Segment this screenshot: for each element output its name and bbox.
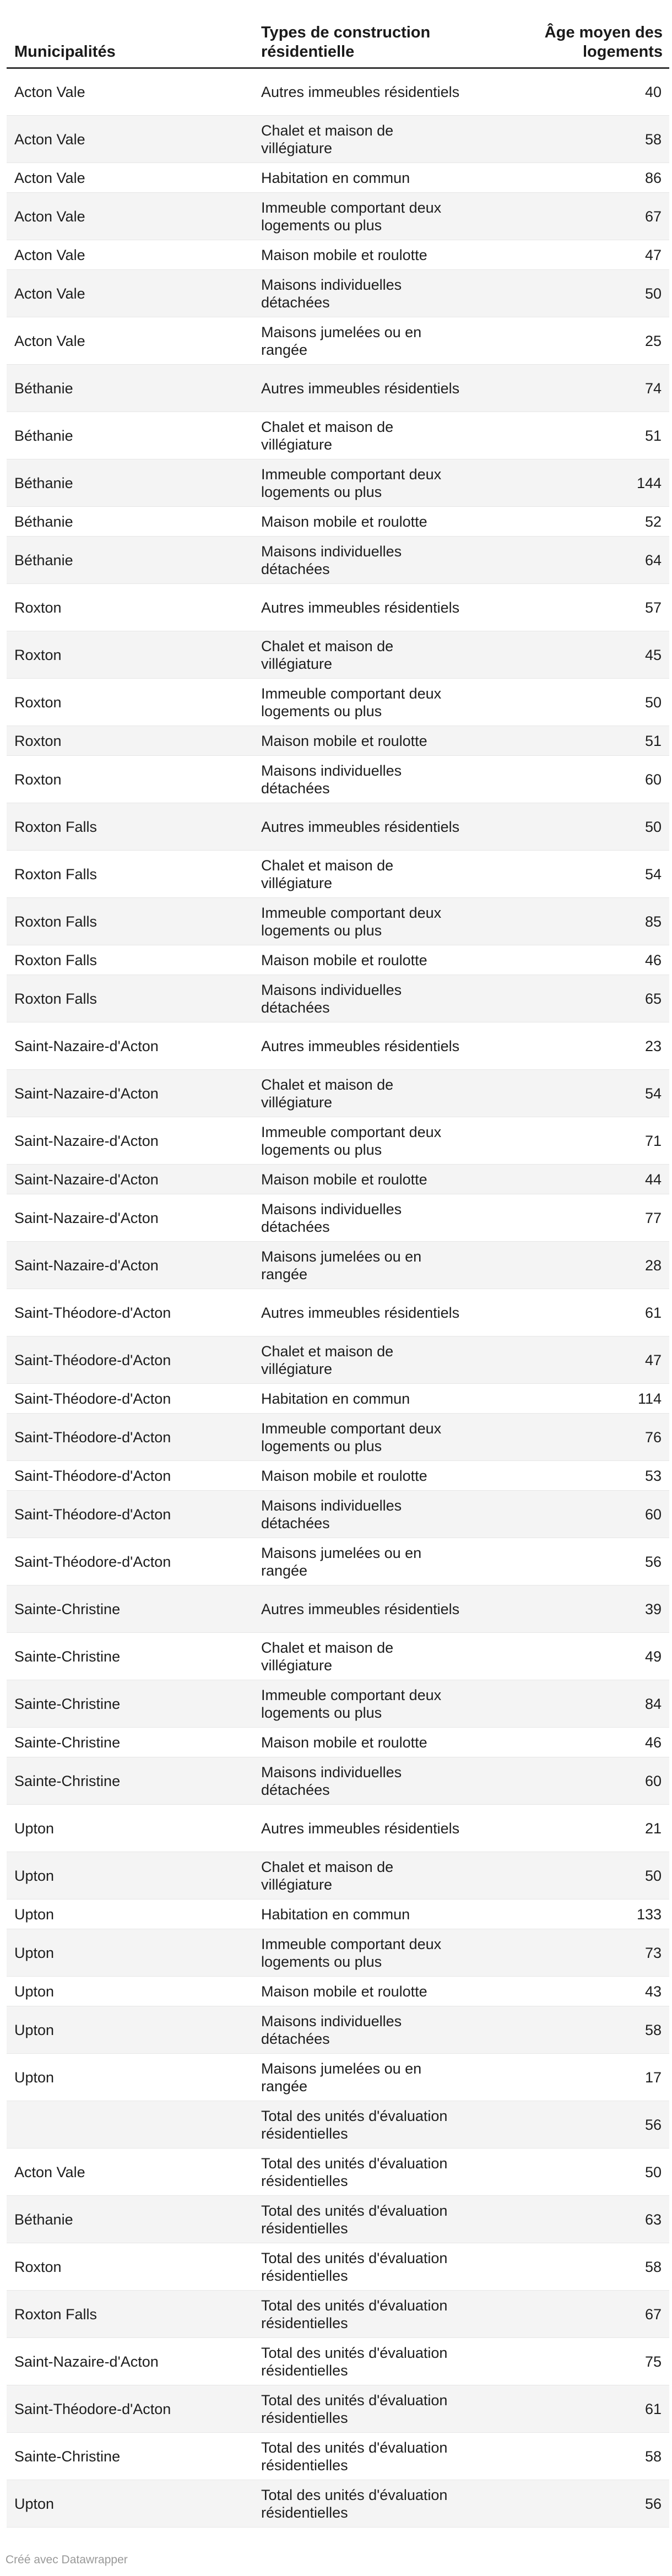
average-age-cell: 74 [490, 365, 669, 412]
average-age-cell: 61 [490, 1289, 669, 1336]
table-row [7, 116, 669, 163]
column-header-age[interactable]: Âge moyen des logements [490, 17, 669, 68]
table-row [7, 679, 669, 726]
table-row [7, 1757, 669, 1805]
municipality-cell: Saint-Théodore-d'Acton [7, 1289, 253, 1336]
municipality-cell: Acton Vale [7, 68, 253, 116]
table-row [7, 1414, 669, 1461]
table-row [7, 2385, 669, 2433]
average-age-cell: 46 [490, 945, 669, 975]
table-header [7, 17, 669, 68]
column-header-type[interactable]: Types de construction résidentielle [253, 17, 490, 68]
municipality-cell: Roxton [7, 631, 253, 679]
average-age-cell: 23 [490, 1022, 669, 1070]
table-row [7, 2480, 669, 2528]
table-row [7, 68, 669, 116]
table-row [7, 270, 669, 317]
construction-type-cell: Autres immeubles résidentiels [253, 803, 490, 851]
municipality-cell: Roxton [7, 756, 253, 803]
municipality-cell: Saint-Nazaire-d'Acton [7, 1117, 253, 1165]
table-row [7, 412, 669, 459]
construction-type-cell: Habitation en commun [253, 1899, 490, 1929]
table-row [7, 537, 669, 584]
table-row [7, 1680, 669, 1728]
average-age-cell: 85 [490, 898, 669, 945]
average-age-cell: 67 [490, 193, 669, 240]
table-row [7, 1070, 669, 1117]
average-age-cell: 50 [490, 270, 669, 317]
table-row [7, 365, 669, 412]
average-age-cell: 133 [490, 1899, 669, 1929]
construction-type-cell: Total des unités d'évaluation résidentielles [253, 2101, 490, 2149]
table-row [7, 975, 669, 1022]
municipality-cell: Saint-Nazaire-d'Acton [7, 1165, 253, 1194]
municipality-cell: Roxton [7, 584, 253, 631]
average-age-cell: 21 [490, 1805, 669, 1852]
municipality-cell: Roxton Falls [7, 803, 253, 851]
footer-credit: Créé avec Datawrapper [6, 2553, 128, 2566]
average-age-cell: 64 [490, 537, 669, 584]
municipality-cell: Saint-Théodore-d'Acton [7, 1538, 253, 1585]
average-age-cell: 25 [490, 317, 669, 365]
table-row [7, 163, 669, 193]
construction-type-cell: Maison mobile et roulotte [253, 1165, 490, 1194]
average-age-cell: 114 [490, 1384, 669, 1414]
construction-type-cell: Autres immeubles résidentiels [253, 584, 490, 631]
municipality-cell: Upton [7, 1852, 253, 1899]
municipality-cell: Roxton [7, 726, 253, 756]
table-row [7, 1929, 669, 1977]
average-age-cell: 50 [490, 2149, 669, 2196]
average-age-cell: 63 [490, 2196, 669, 2243]
table-row [7, 2101, 669, 2149]
average-age-cell: 77 [490, 1194, 669, 1242]
average-age-cell: 76 [490, 1414, 669, 1461]
table-row [7, 193, 669, 240]
municipality-cell: Saint-Théodore-d'Acton [7, 1461, 253, 1491]
table-row [7, 1194, 669, 1242]
construction-type-cell: Habitation en commun [253, 1384, 490, 1414]
municipality-cell: Acton Vale [7, 240, 253, 270]
table-row [7, 1384, 669, 1414]
average-age-cell: 43 [490, 1977, 669, 2006]
construction-type-cell: Autres immeubles résidentiels [253, 1289, 490, 1336]
table-row [7, 945, 669, 975]
construction-type-cell: Maisons jumelées ou en rangée [253, 1242, 490, 1289]
municipality-cell: Acton Vale [7, 317, 253, 365]
municipality-cell: Roxton Falls [7, 945, 253, 975]
construction-type-cell: Maisons individuelles détachées [253, 1491, 490, 1538]
municipality-cell: Upton [7, 1805, 253, 1852]
construction-type-cell: Maison mobile et roulotte [253, 507, 490, 537]
municipality-cell: Upton [7, 1899, 253, 1929]
municipality-cell: Roxton Falls [7, 851, 253, 898]
table-row [7, 1538, 669, 1585]
construction-type-cell: Total des unités d'évaluation résidentielles [253, 2196, 490, 2243]
construction-type-cell: Maisons individuelles détachées [253, 270, 490, 317]
municipality-cell: Upton [7, 2480, 253, 2528]
table-row [7, 631, 669, 679]
average-age-cell: 50 [490, 1852, 669, 1899]
municipality-cell: Sainte-Christine [7, 2433, 253, 2480]
municipality-cell: Béthanie [7, 459, 253, 507]
average-age-cell: 51 [490, 726, 669, 756]
construction-type-cell: Autres immeubles résidentiels [253, 365, 490, 412]
construction-type-cell: Maison mobile et roulotte [253, 726, 490, 756]
construction-type-cell: Habitation en commun [253, 163, 490, 193]
construction-type-cell: Autres immeubles résidentiels [253, 68, 490, 116]
construction-type-cell: Immeuble comportant deux logements ou plus [253, 1117, 490, 1165]
average-age-cell: 39 [490, 1585, 669, 1633]
average-age-cell: 58 [490, 2433, 669, 2480]
table-row [7, 2006, 669, 2054]
table-row [7, 803, 669, 851]
municipality-cell: Upton [7, 2054, 253, 2101]
average-age-cell: 50 [490, 679, 669, 726]
table-row [7, 1728, 669, 1757]
construction-type-cell: Maisons individuelles détachées [253, 537, 490, 584]
average-age-cell: 71 [490, 1117, 669, 1165]
construction-type-cell: Maison mobile et roulotte [253, 1728, 490, 1757]
municipality-cell: Sainte-Christine [7, 1680, 253, 1728]
table-row [7, 1165, 669, 1194]
construction-type-cell: Maisons jumelées ou en rangée [253, 317, 490, 365]
municipality-cell: Roxton Falls [7, 975, 253, 1022]
construction-type-cell: Maison mobile et roulotte [253, 945, 490, 975]
construction-type-cell: Chalet et maison de villégiature [253, 631, 490, 679]
table-row [7, 240, 669, 270]
average-age-cell: 84 [490, 1680, 669, 1728]
municipality-cell: Acton Vale [7, 2149, 253, 2196]
average-age-cell: 46 [490, 1728, 669, 1757]
municipality-cell: Saint-Nazaire-d'Acton [7, 1194, 253, 1242]
construction-type-cell: Total des unités d'évaluation résidentielles [253, 2385, 490, 2433]
construction-type-cell: Maisons jumelées ou en rangée [253, 2054, 490, 2101]
table-row [7, 1336, 669, 1384]
average-age-cell: 56 [490, 2480, 669, 2528]
average-age-cell: 75 [490, 2338, 669, 2385]
construction-type-cell: Total des unités d'évaluation résidentielles [253, 2433, 490, 2480]
table-row [7, 1491, 669, 1538]
construction-type-cell: Total des unités d'évaluation résidentielles [253, 2291, 490, 2338]
construction-type-cell: Immeuble comportant deux logements ou plus [253, 1680, 490, 1728]
construction-type-cell: Chalet et maison de villégiature [253, 1336, 490, 1384]
average-age-cell: 73 [490, 1929, 669, 1977]
construction-type-cell: Total des unités d'évaluation résidentielles [253, 2338, 490, 2385]
municipality-cell: Roxton Falls [7, 2291, 253, 2338]
table-row [7, 584, 669, 631]
average-age-cell: 60 [490, 1757, 669, 1805]
municipality-cell: Upton [7, 1929, 253, 1977]
average-age-cell: 86 [490, 163, 669, 193]
table-row [7, 1117, 669, 1165]
table-row [7, 1289, 669, 1336]
construction-type-cell: Maisons individuelles détachées [253, 1757, 490, 1805]
average-age-cell: 65 [490, 975, 669, 1022]
table-row [7, 1899, 669, 1929]
average-age-cell: 44 [490, 1165, 669, 1194]
table-row [7, 1977, 669, 2006]
municipality-cell [7, 2101, 253, 2149]
table-row [7, 1242, 669, 1289]
table-row [7, 1805, 669, 1852]
average-age-cell: 17 [490, 2054, 669, 2101]
municipality-cell: Béthanie [7, 507, 253, 537]
table-row [7, 2196, 669, 2243]
average-age-cell: 49 [490, 1633, 669, 1680]
construction-type-cell: Immeuble comportant deux logements ou plus [253, 1929, 490, 1977]
construction-type-cell: Chalet et maison de villégiature [253, 1633, 490, 1680]
municipality-cell: Acton Vale [7, 193, 253, 240]
municipality-cell: Béthanie [7, 412, 253, 459]
table-row [7, 2054, 669, 2101]
municipality-cell: Saint-Théodore-d'Acton [7, 1414, 253, 1461]
municipality-cell: Saint-Nazaire-d'Acton [7, 2338, 253, 2385]
construction-type-cell: Total des unités d'évaluation résidentielles [253, 2243, 490, 2291]
table-row [7, 1585, 669, 1633]
construction-type-cell: Immeuble comportant deux logements ou plus [253, 1414, 490, 1461]
column-header-municipality[interactable]: Municipalités [7, 17, 253, 68]
table-row [7, 851, 669, 898]
municipality-cell: Roxton Falls [7, 898, 253, 945]
table-row [7, 1852, 669, 1899]
construction-type-cell: Total des unités d'évaluation résidentielles [253, 2480, 490, 2528]
average-age-cell: 47 [490, 240, 669, 270]
average-age-cell: 40 [490, 68, 669, 116]
construction-type-cell: Maison mobile et roulotte [253, 240, 490, 270]
municipality-cell: Upton [7, 1977, 253, 2006]
construction-type-cell: Maisons individuelles détachées [253, 975, 490, 1022]
table-row [7, 317, 669, 365]
municipality-cell: Saint-Nazaire-d'Acton [7, 1070, 253, 1117]
municipality-cell: Acton Vale [7, 163, 253, 193]
municipality-cell: Saint-Nazaire-d'Acton [7, 1022, 253, 1070]
table-row [7, 459, 669, 507]
municipality-cell: Béthanie [7, 365, 253, 412]
average-age-cell: 54 [490, 1070, 669, 1117]
construction-type-cell: Chalet et maison de villégiature [253, 1852, 490, 1899]
average-age-cell: 28 [490, 1242, 669, 1289]
municipality-cell: Saint-Théodore-d'Acton [7, 1491, 253, 1538]
table-row [7, 2243, 669, 2291]
municipality-cell: Saint-Théodore-d'Acton [7, 1336, 253, 1384]
construction-type-cell: Immeuble comportant deux logements ou plus [253, 898, 490, 945]
municipality-cell: Sainte-Christine [7, 1757, 253, 1805]
construction-type-cell: Chalet et maison de villégiature [253, 116, 490, 163]
construction-type-cell: Maisons individuelles détachées [253, 2006, 490, 2054]
table-row [7, 1461, 669, 1491]
average-age-cell: 58 [490, 2243, 669, 2291]
municipality-cell: Sainte-Christine [7, 1728, 253, 1757]
construction-type-cell: Immeuble comportant deux logements ou plus [253, 193, 490, 240]
municipality-cell: Sainte-Christine [7, 1633, 253, 1680]
average-age-cell: 52 [490, 507, 669, 537]
average-age-cell: 45 [490, 631, 669, 679]
municipality-cell: Roxton [7, 2243, 253, 2291]
table-row [7, 898, 669, 945]
municipality-cell: Saint-Nazaire-d'Acton [7, 1242, 253, 1289]
construction-type-cell: Maisons jumelées ou en rangée [253, 1538, 490, 1585]
municipality-cell: Upton [7, 2006, 253, 2054]
table-row [7, 726, 669, 756]
construction-type-cell: Total des unités d'évaluation résidentielles [253, 2149, 490, 2196]
header-row [7, 17, 669, 68]
municipality-cell: Acton Vale [7, 116, 253, 163]
average-age-cell: 60 [490, 1491, 669, 1538]
construction-type-cell: Autres immeubles résidentiels [253, 1585, 490, 1633]
municipality-cell: Sainte-Christine [7, 1585, 253, 1633]
table-row [7, 2433, 669, 2480]
table-row [7, 1022, 669, 1070]
construction-type-cell: Chalet et maison de villégiature [253, 1070, 490, 1117]
table-row [7, 2149, 669, 2196]
construction-type-cell: Chalet et maison de villégiature [253, 412, 490, 459]
construction-type-cell: Immeuble comportant deux logements ou plus [253, 679, 490, 726]
table-body [7, 68, 669, 2528]
average-age-cell: 57 [490, 584, 669, 631]
average-age-cell: 60 [490, 756, 669, 803]
construction-type-cell: Immeuble comportant deux logements ou plus [253, 459, 490, 507]
average-age-cell: 58 [490, 116, 669, 163]
average-age-cell: 61 [490, 2385, 669, 2433]
average-age-cell: 67 [490, 2291, 669, 2338]
average-age-cell: 54 [490, 851, 669, 898]
table-row [7, 756, 669, 803]
municipality-cell: Acton Vale [7, 270, 253, 317]
table-row [7, 2291, 669, 2338]
average-age-cell: 56 [490, 1538, 669, 1585]
construction-type-cell: Maisons individuelles détachées [253, 1194, 490, 1242]
table-row [7, 507, 669, 537]
municipality-cell: Béthanie [7, 2196, 253, 2243]
construction-type-cell: Autres immeubles résidentiels [253, 1022, 490, 1070]
average-age-cell: 50 [490, 803, 669, 851]
average-age-cell: 51 [490, 412, 669, 459]
table-row [7, 1633, 669, 1680]
average-age-cell: 144 [490, 459, 669, 507]
construction-type-cell: Maison mobile et roulotte [253, 1461, 490, 1491]
municipality-cell: Béthanie [7, 537, 253, 584]
average-age-cell: 53 [490, 1461, 669, 1491]
construction-type-cell: Chalet et maison de villégiature [253, 851, 490, 898]
construction-type-cell: Maisons individuelles détachées [253, 756, 490, 803]
average-age-cell: 58 [490, 2006, 669, 2054]
municipality-cell: Saint-Théodore-d'Acton [7, 1384, 253, 1414]
average-age-cell: 47 [490, 1336, 669, 1384]
municipality-cell: Saint-Théodore-d'Acton [7, 2385, 253, 2433]
average-age-cell: 56 [490, 2101, 669, 2149]
data-table [7, 17, 669, 2528]
municipality-cell: Roxton [7, 679, 253, 726]
construction-type-cell: Autres immeubles résidentiels [253, 1805, 490, 1852]
construction-type-cell: Maison mobile et roulotte [253, 1977, 490, 2006]
table-row [7, 2338, 669, 2385]
